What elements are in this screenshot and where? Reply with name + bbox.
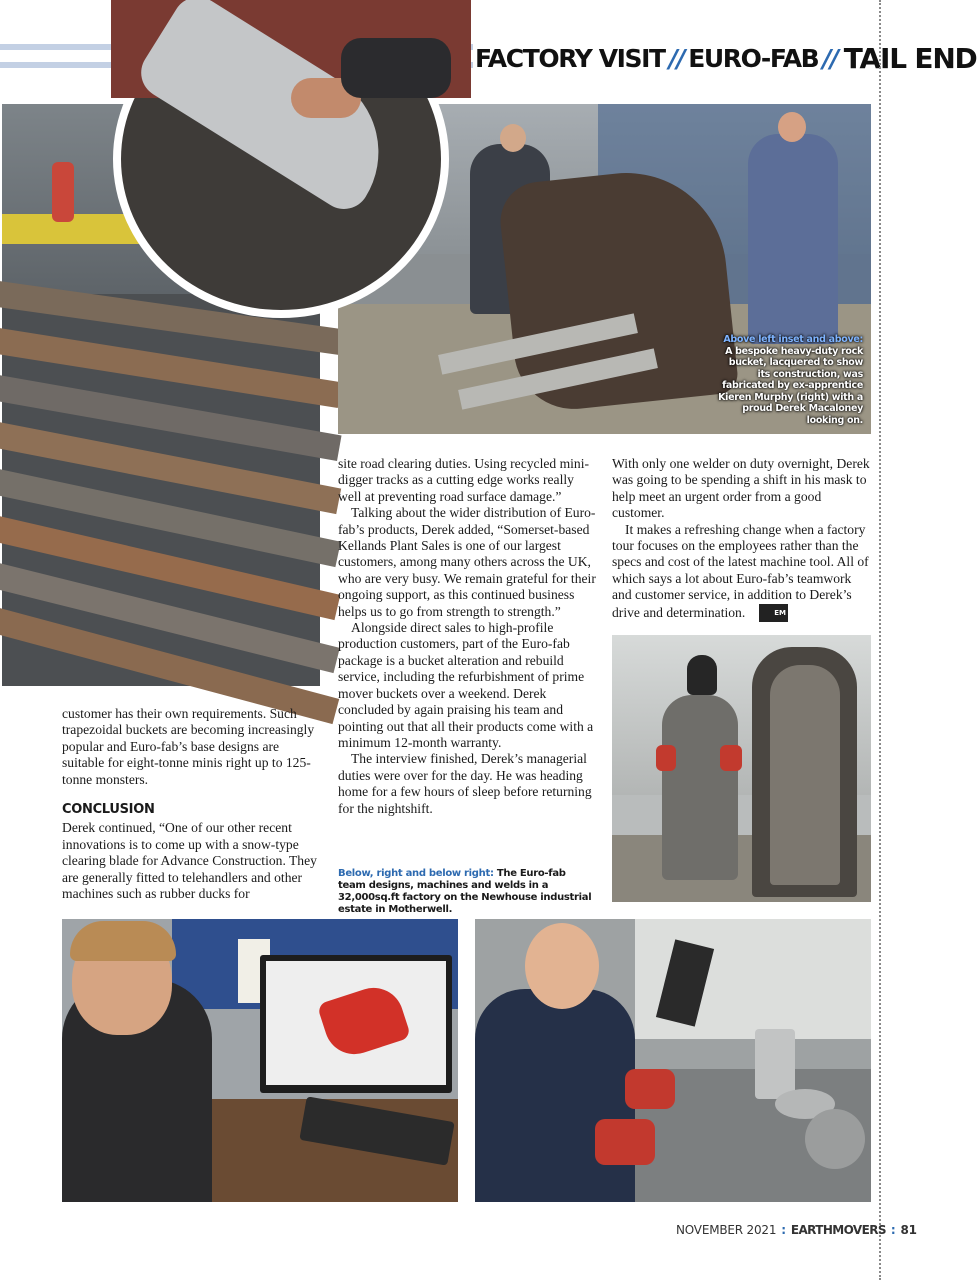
end-mark: EM (759, 604, 788, 622)
photo-machinist-lathe (475, 919, 871, 1202)
col3-paragraph-text: It makes a refreshing change when a factory tour focuses on the employees rather than the specs and cost of the latest machine tool. All of which says a lot about Euro-fab’s teamwork and customer service, in addition to Derek’s drive and determination. (612, 521, 869, 620)
column-2 (338, 456, 600, 817)
caption-lower-lead: Below, right and below right: (338, 868, 494, 879)
conclusion-heading: CONCLUSION (62, 802, 155, 818)
col2-paragraph: site road clearing duties. Using recycled mini-digger tracks as a cutting edge works really well at preventing road surface damage.” (338, 456, 590, 504)
page-number: 81 (900, 1223, 917, 1237)
footer-separator: : (890, 1223, 896, 1237)
col1-paragraph: customer has their own requirements. Such trapezoidal buckets are becoming increasingly popular and Euro-fab’s base designs are suitable for eight-tonne minis right up to 125-tonne monsters. (62, 706, 315, 787)
col2-paragraph: Alongside direct sales to high-profile production customers, part of the Euro-fab package is a bucket alteration and rebuild service, including the refurbishment of prime mover buckets over a weekend. Derek concluded by again praising his team and pointing out that all their products come with a minimum 12-month warranty. (338, 620, 594, 750)
header-separator: // (822, 43, 838, 73)
col2-paragraph: Talking about the wider distribution of Euro-fab’s products, Derek added, “Somerset-based Kellands Plant Sales is one of our largest customers, among many others across the UK, who are very busy. We remain grateful for their ongoing support, as this continued business helps us to go from strength to strength.” (338, 505, 596, 619)
col3-paragraph: With only one welder on duty overnight, Derek was going to be spending a shift in his mask to help meet an urgent order from a good customer. (612, 456, 870, 521)
page-edge-dotted-rule (879, 0, 881, 1280)
col2-paragraph: The interview finished, Derek’s managerial duties were over for the day. He was heading home for a few hours of sleep before returning for the nightshift. (338, 751, 592, 816)
header-section: FACTORY VISIT (475, 43, 665, 73)
header-feature: TAIL END (843, 41, 977, 75)
caption-top-photo (718, 334, 863, 426)
photo-welder (612, 635, 871, 902)
photo-inset-lacquered-tooth (113, 0, 449, 318)
caption-top-text: A bespoke heavy-duty rock bucket, lacquered to show its construction, was fabricated by ex-apprentice Kieren Murphy (right) with a proud Derek Macaloney looking on. (718, 345, 863, 426)
page-footer (676, 1223, 917, 1237)
col3-paragraph (612, 522, 874, 622)
footer-magazine: EARTHMOVERS (790, 1223, 886, 1237)
footer-date: NOVEMBER 2021 (676, 1223, 777, 1237)
caption-lower-text: The Euro-fab team designs, machines and welds in a 32,000sq.ft factory on the Newhouse industrial estate in Motherwell. (338, 868, 592, 915)
header-separator: // (668, 43, 685, 73)
header-company: EURO-FAB (688, 43, 819, 73)
photo-cad-designer (62, 919, 458, 1202)
caption-lower-photos (338, 868, 594, 916)
column-1 (62, 706, 324, 902)
caption-top-lead: Above left inset and above: (723, 334, 863, 345)
page-header (473, 42, 979, 74)
footer-separator: : (781, 1223, 786, 1237)
col1-paragraph: Derek continued, “One of our other recent innovations is to come up with a snow-type clearing blade for Advance Construction. They are generally fitted to telehandlers and other machines such as rubber ducks for (62, 820, 317, 902)
column-3 (612, 456, 874, 622)
